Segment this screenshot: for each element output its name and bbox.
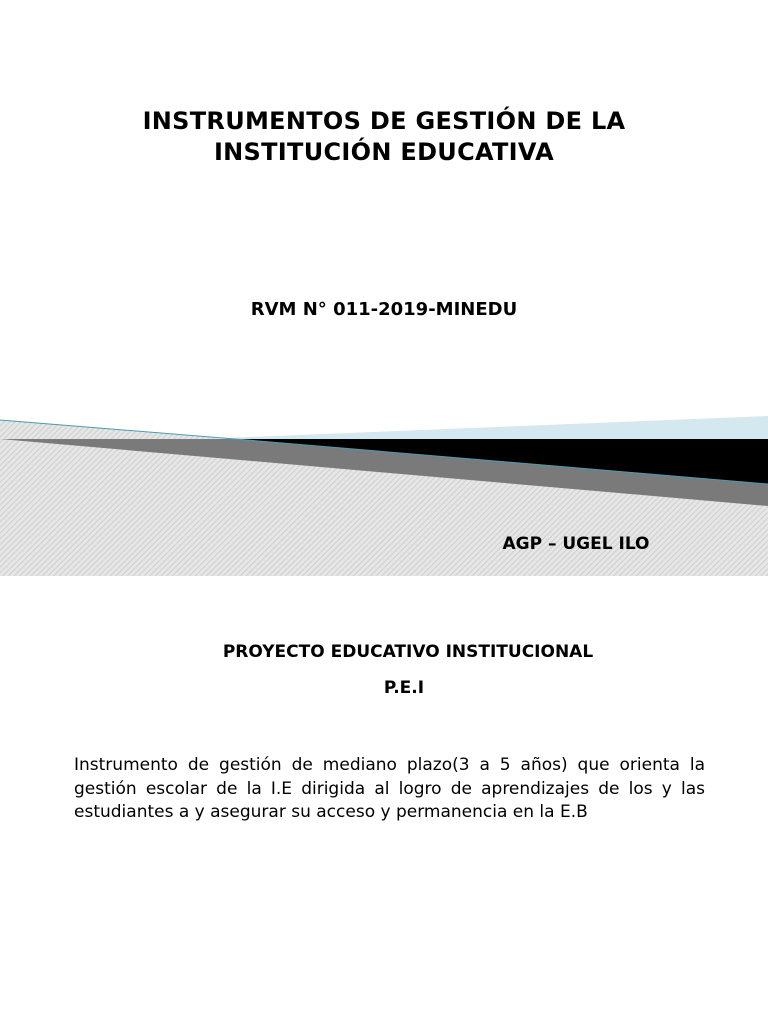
title-line-1: INSTRUMENTOS DE GESTIÓN DE LA <box>142 107 626 135</box>
title-line-2: INSTITUCIÓN EDUCATIVA <box>213 138 555 166</box>
section-heading: PROYECTO EDUCATIVO INSTITUCIONAL <box>222 642 594 662</box>
page-title <box>84 106 684 168</box>
description-paragraph: Instrumento de gestión de mediano plazo(3 a 5 años) que orienta la gestión escolar de la I.E dirigida al logro de aprendizajes de los y las estudiantes a y asegurar su acceso y permanencia en la E.B <box>74 755 705 822</box>
light-blue-wedge <box>200 416 768 439</box>
organization-footer: AGP – UGEL ILO <box>502 534 650 554</box>
section-abbreviation: P.E.I <box>383 678 425 698</box>
resolution-subtitle: RVM N° 011-2019-MINEDU <box>250 299 518 320</box>
